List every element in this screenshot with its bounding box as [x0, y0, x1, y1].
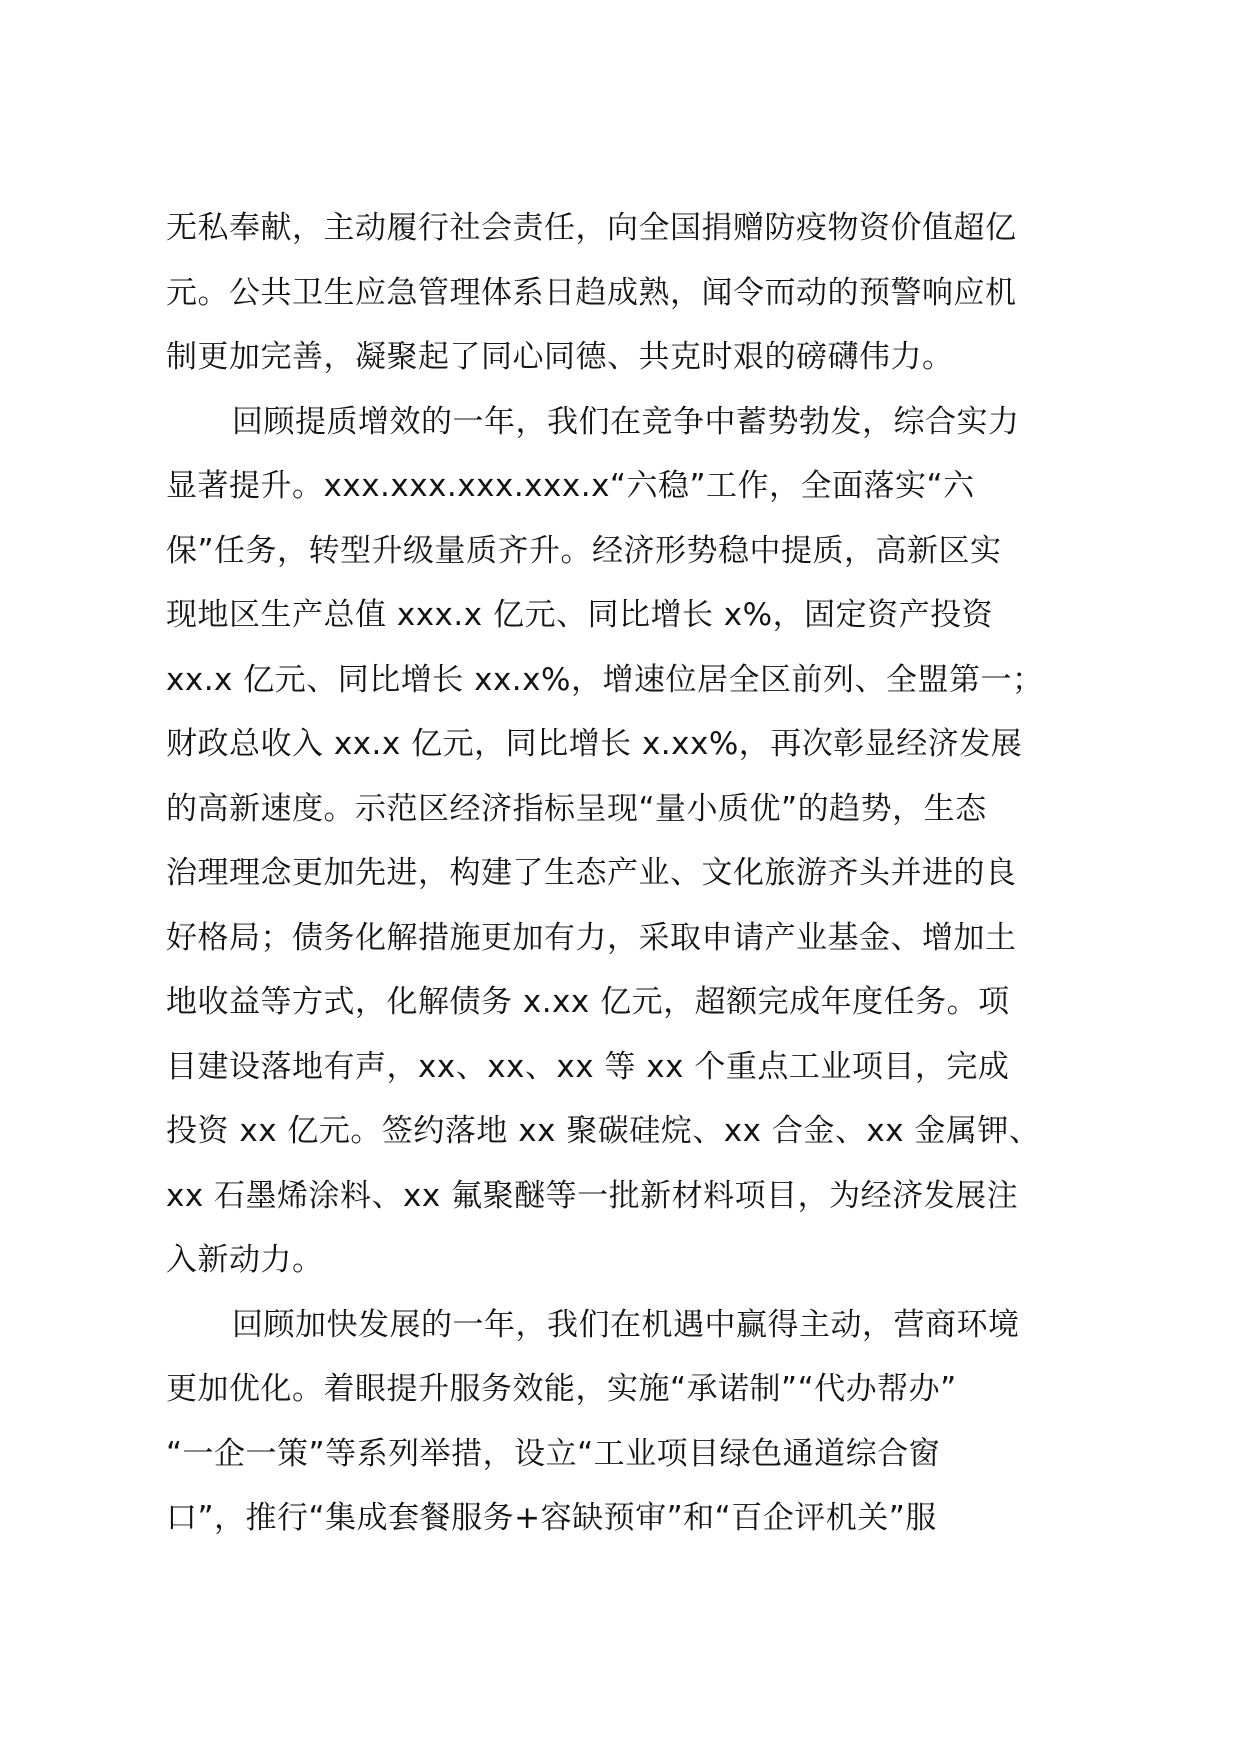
text-line: 入新动力。 [166, 1242, 324, 1278]
text-line: 现地区生产总值 xxx.x 亿元、同比增长 x%，固定资产投资 [166, 597, 994, 633]
paragraph-start-line: 回顾提质增效的一年，我们在竞争中蓄势勃发，综合实力 [232, 403, 1020, 440]
text-line: 财政总收入 xx.x 亿元，同比增长 x.xx%，再次彰显经济发展 [166, 726, 1023, 762]
text-line: xx 石墨烯涂料、xx 氟聚醚等一批新材料项目，为经济发展注 [166, 1177, 1019, 1214]
text-line: 无私奉献，主动履行社会责任，向全国捐赠防疫物资价值超亿 [166, 210, 1017, 246]
text-line: 治理理念更加先进，构建了生态产业、文化旅游齐头并进的良 [166, 855, 1017, 891]
text-line: 保”任务，转型升级量质齐升。经济形势稳中提质，高新区实 [166, 532, 1002, 569]
text-line: “一企一策”等系列举措，设立“工业项目绿色通道综合窗 [166, 1435, 941, 1472]
text-line: 好格局；债务化解措施更加有力，采取申请产业基金、增加土 [166, 919, 1017, 956]
text-line: xx.x 亿元、同比增长 xx.x%，增速位居全区前列、全盟第一； [166, 661, 1044, 698]
body-text [166, 196, 1098, 1551]
text-line: 的高新速度。示范区经济指标呈现“量小质优”的趋势，生态 [166, 790, 987, 827]
text-line: 制更加完善，凝聚起了同心同德、共克时艰的磅礴伟力。 [166, 339, 954, 375]
text-line: 元。公共卫生应急管理体系日趋成熟，闻令而动的预警响应机 [166, 274, 1017, 311]
text-line: 投资 xx 亿元。签约落地 xx 聚碳硅烷、xx 合金、xx 金属钾、 [166, 1113, 1041, 1149]
text-line: 口”，推行“集成套餐服务+容缺预审”和“百企评机关”服 [166, 1500, 937, 1536]
paragraph-start-line: 回顾加快发展的一年，我们在机遇中赢得主动，营商环境 [232, 1306, 1020, 1343]
text-line: 显著提升。xxx.xxx.xxx.xxx.x“六稳”工作，全面落实“六 [166, 468, 975, 504]
text-line: 更加优化。着眼提升服务效能，实施“承诺制”“代办帮办” [166, 1371, 957, 1407]
text-line: 目建设落地有声，xx、xx、xx 等 xx 个重点工业项目，完成 [166, 1048, 1010, 1085]
text-line: 地收益等方式，化解债务 x.xx 亿元，超额完成年度任务。项 [166, 984, 1010, 1020]
